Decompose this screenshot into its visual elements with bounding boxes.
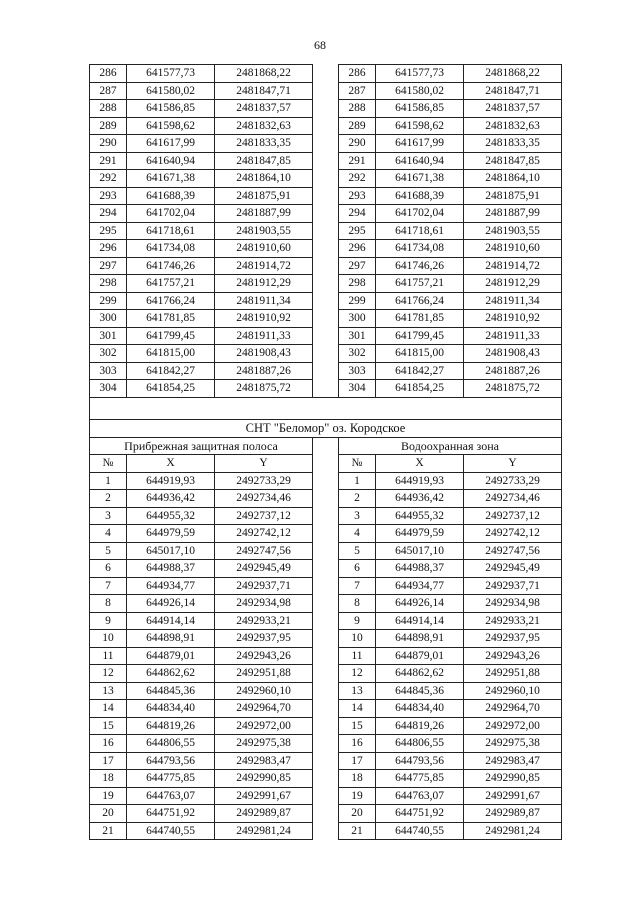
- table-row: [90, 82, 562, 100]
- point-number: 296: [339, 240, 376, 258]
- y-coordinate: 2481837,57: [215, 100, 313, 118]
- table-row: [90, 735, 562, 753]
- col-num-header: №: [90, 455, 127, 473]
- y-coordinate: 2492747,56: [464, 542, 562, 560]
- table-row: [90, 612, 562, 630]
- coordinates-table: [89, 64, 562, 840]
- y-coordinate: 2492983,47: [464, 752, 562, 770]
- point-number: 5: [90, 542, 127, 560]
- table-row: [90, 507, 562, 525]
- point-number: 15: [90, 717, 127, 735]
- section2-body: [90, 472, 562, 840]
- point-number: 2: [90, 490, 127, 508]
- point-number: 295: [339, 222, 376, 240]
- col-x-header: X: [127, 455, 215, 473]
- point-number: 10: [90, 630, 127, 648]
- table-row: [90, 682, 562, 700]
- x-coordinate: 644763,07: [376, 787, 464, 805]
- point-number: 290: [339, 135, 376, 153]
- point-number: 304: [339, 380, 376, 398]
- y-coordinate: 2492981,24: [464, 822, 562, 840]
- left-heading: Прибрежная защитная полоса: [90, 437, 313, 455]
- x-coordinate: 644979,59: [127, 525, 215, 543]
- point-number: 8: [90, 595, 127, 613]
- point-number: 10: [339, 630, 376, 648]
- x-coordinate: 644834,40: [376, 700, 464, 718]
- section2-header: [90, 397, 562, 472]
- x-coordinate: 641718,61: [127, 222, 215, 240]
- x-coordinate: 644879,01: [127, 647, 215, 665]
- y-coordinate: 2481887,26: [215, 362, 313, 380]
- y-coordinate: 2492734,46: [464, 490, 562, 508]
- page-number: 68: [314, 38, 326, 52]
- col-y-header: Y: [464, 455, 562, 473]
- table-row: [90, 472, 562, 490]
- point-number: 18: [339, 770, 376, 788]
- y-coordinate: 2481868,22: [464, 65, 562, 83]
- y-coordinate: 2481911,34: [215, 292, 313, 310]
- point-number: 16: [90, 735, 127, 753]
- table-row: [90, 65, 562, 83]
- y-coordinate: 2492989,87: [464, 805, 562, 823]
- y-coordinate: 2481912,29: [215, 275, 313, 293]
- table-row: [90, 152, 562, 170]
- x-coordinate: 645017,10: [376, 542, 464, 560]
- y-coordinate: 2481875,91: [215, 187, 313, 205]
- table-row: [90, 630, 562, 648]
- y-coordinate: 2481911,33: [215, 327, 313, 345]
- y-coordinate: 2492951,88: [464, 665, 562, 683]
- x-coordinate: 641598,62: [127, 117, 215, 135]
- y-coordinate: 2492742,12: [464, 525, 562, 543]
- x-coordinate: 641799,45: [127, 327, 215, 345]
- x-coordinate: 645017,10: [127, 542, 215, 560]
- point-number: 288: [339, 100, 376, 118]
- x-coordinate: 644936,42: [376, 490, 464, 508]
- x-coordinate: 644793,56: [376, 752, 464, 770]
- table-row: [90, 647, 562, 665]
- x-coordinate: 641688,39: [127, 187, 215, 205]
- y-coordinate: 2492981,24: [215, 822, 313, 840]
- y-coordinate: 2481914,72: [215, 257, 313, 275]
- table-row: [90, 327, 562, 345]
- x-coordinate: 641766,24: [376, 292, 464, 310]
- y-coordinate: 2492945,49: [215, 560, 313, 578]
- x-coordinate: 644751,92: [376, 805, 464, 823]
- point-number: 289: [90, 117, 127, 135]
- point-number: 295: [90, 222, 127, 240]
- x-coordinate: 644926,14: [376, 595, 464, 613]
- x-coordinate: 641815,00: [127, 345, 215, 363]
- y-coordinate: 2492960,10: [215, 682, 313, 700]
- point-number: 1: [339, 472, 376, 490]
- x-coordinate: 644793,56: [127, 752, 215, 770]
- point-number: 289: [339, 117, 376, 135]
- x-coordinate: 641577,73: [127, 65, 215, 83]
- point-number: 12: [90, 665, 127, 683]
- x-coordinate: 641854,25: [127, 380, 215, 398]
- x-coordinate: 641766,24: [127, 292, 215, 310]
- x-coordinate: 644988,37: [376, 560, 464, 578]
- x-coordinate: 641842,27: [127, 362, 215, 380]
- point-number: 17: [339, 752, 376, 770]
- y-coordinate: 2481910,92: [464, 310, 562, 328]
- x-coordinate: 644914,14: [127, 612, 215, 630]
- table-row: [90, 525, 562, 543]
- point-number: 19: [90, 787, 127, 805]
- x-coordinate: 644879,01: [376, 647, 464, 665]
- table-row: [90, 117, 562, 135]
- x-coordinate: 644914,14: [376, 612, 464, 630]
- point-number: 288: [90, 100, 127, 118]
- col-num-header: №: [339, 455, 376, 473]
- x-coordinate: 641702,04: [127, 205, 215, 223]
- y-coordinate: 2492991,67: [464, 787, 562, 805]
- right-heading: Водоохранная зона: [339, 437, 562, 455]
- y-coordinate: 2492972,00: [464, 717, 562, 735]
- point-number: 293: [339, 187, 376, 205]
- x-coordinate: 641781,85: [376, 310, 464, 328]
- point-number: 14: [339, 700, 376, 718]
- y-coordinate: 2492933,21: [215, 612, 313, 630]
- x-coordinate: 644898,91: [376, 630, 464, 648]
- y-coordinate: 2492742,12: [215, 525, 313, 543]
- x-coordinate: 641746,26: [127, 257, 215, 275]
- point-number: 3: [339, 507, 376, 525]
- x-coordinate: 641617,99: [376, 135, 464, 153]
- point-number: 15: [339, 717, 376, 735]
- x-coordinate: 644988,37: [127, 560, 215, 578]
- x-coordinate: 644834,40: [127, 700, 215, 718]
- y-coordinate: 2481837,57: [464, 100, 562, 118]
- y-coordinate: 2481847,85: [215, 152, 313, 170]
- x-coordinate: 641718,61: [376, 222, 464, 240]
- col-y-header: Y: [215, 455, 313, 473]
- x-coordinate: 644934,77: [376, 577, 464, 595]
- point-number: 298: [90, 275, 127, 293]
- y-coordinate: 2492990,85: [464, 770, 562, 788]
- x-coordinate: 644740,55: [127, 822, 215, 840]
- table-row: [90, 595, 562, 613]
- x-coordinate: 641781,85: [127, 310, 215, 328]
- point-number: 4: [339, 525, 376, 543]
- y-coordinate: 2492990,85: [215, 770, 313, 788]
- point-number: 9: [90, 612, 127, 630]
- y-coordinate: 2481908,43: [464, 345, 562, 363]
- y-coordinate: 2481914,72: [464, 257, 562, 275]
- point-number: 287: [339, 82, 376, 100]
- y-coordinate: 2492937,71: [464, 577, 562, 595]
- x-coordinate: 641586,85: [127, 100, 215, 118]
- section1-body: [90, 65, 562, 398]
- x-coordinate: 644751,92: [127, 805, 215, 823]
- table-row: [90, 100, 562, 118]
- y-coordinate: 2481903,55: [464, 222, 562, 240]
- point-number: 1: [90, 472, 127, 490]
- table-row: [90, 345, 562, 363]
- x-coordinate: 644862,62: [127, 665, 215, 683]
- x-coordinate: 641757,21: [127, 275, 215, 293]
- x-coordinate: 644763,07: [127, 787, 215, 805]
- y-coordinate: 2481887,99: [464, 205, 562, 223]
- point-number: 291: [90, 152, 127, 170]
- table-row: [90, 135, 562, 153]
- point-number: 291: [339, 152, 376, 170]
- y-coordinate: 2492975,38: [464, 735, 562, 753]
- table-row: [90, 577, 562, 595]
- point-number: 4: [90, 525, 127, 543]
- point-number: 293: [90, 187, 127, 205]
- point-number: 12: [339, 665, 376, 683]
- table-row: [90, 380, 562, 398]
- x-coordinate: 644806,55: [127, 735, 215, 753]
- point-number: 302: [90, 345, 127, 363]
- x-coordinate: 641746,26: [376, 257, 464, 275]
- y-coordinate: 2481847,71: [464, 82, 562, 100]
- x-coordinate: 644862,62: [376, 665, 464, 683]
- point-number: 301: [339, 327, 376, 345]
- y-coordinate: 2481887,26: [464, 362, 562, 380]
- y-coordinate: 2481912,29: [464, 275, 562, 293]
- x-coordinate: 644845,36: [376, 682, 464, 700]
- y-coordinate: 2481864,10: [215, 170, 313, 188]
- x-coordinate: 644926,14: [127, 595, 215, 613]
- x-coordinate: 641688,39: [376, 187, 464, 205]
- y-coordinate: 2492960,10: [464, 682, 562, 700]
- point-number: 5: [339, 542, 376, 560]
- point-number: 294: [90, 205, 127, 223]
- y-coordinate: 2481887,99: [215, 205, 313, 223]
- y-coordinate: 2492934,98: [215, 595, 313, 613]
- y-coordinate: 2481832,63: [215, 117, 313, 135]
- x-coordinate: 641671,38: [127, 170, 215, 188]
- point-number: 297: [90, 257, 127, 275]
- x-coordinate: 644955,32: [127, 507, 215, 525]
- y-coordinate: 2481911,34: [464, 292, 562, 310]
- table-row: [90, 490, 562, 508]
- table-row: [90, 770, 562, 788]
- point-number: 8: [339, 595, 376, 613]
- point-number: 298: [339, 275, 376, 293]
- point-number: 292: [90, 170, 127, 188]
- point-number: 13: [339, 682, 376, 700]
- y-coordinate: 2492937,95: [464, 630, 562, 648]
- x-coordinate: 644845,36: [127, 682, 215, 700]
- y-coordinate: 2481875,72: [464, 380, 562, 398]
- x-coordinate: 644898,91: [127, 630, 215, 648]
- point-number: 11: [90, 647, 127, 665]
- y-coordinate: 2481910,92: [215, 310, 313, 328]
- table-row: [90, 292, 562, 310]
- table-row: [90, 752, 562, 770]
- y-coordinate: 2481833,35: [464, 135, 562, 153]
- x-coordinate: 641854,25: [376, 380, 464, 398]
- point-number: 301: [90, 327, 127, 345]
- x-coordinate: 641799,45: [376, 327, 464, 345]
- x-coordinate: 641640,94: [127, 152, 215, 170]
- point-number: 2: [339, 490, 376, 508]
- point-number: 7: [339, 577, 376, 595]
- x-coordinate: 644979,59: [376, 525, 464, 543]
- y-coordinate: 2492983,47: [215, 752, 313, 770]
- y-coordinate: 2492972,00: [215, 717, 313, 735]
- table-row: [90, 205, 562, 223]
- point-number: 6: [339, 560, 376, 578]
- x-coordinate: 641586,85: [376, 100, 464, 118]
- x-coordinate: 641842,27: [376, 362, 464, 380]
- point-number: 21: [90, 822, 127, 840]
- y-coordinate: 2492991,67: [215, 787, 313, 805]
- section-title: СНТ "Беломор" оз. Кородское: [90, 419, 562, 437]
- x-coordinate: 644806,55: [376, 735, 464, 753]
- y-coordinate: 2492733,29: [464, 472, 562, 490]
- y-coordinate: 2492737,12: [464, 507, 562, 525]
- x-coordinate: 641815,00: [376, 345, 464, 363]
- point-number: 20: [90, 805, 127, 823]
- y-coordinate: 2481833,35: [215, 135, 313, 153]
- x-coordinate: 641580,02: [127, 82, 215, 100]
- y-coordinate: 2492964,70: [215, 700, 313, 718]
- table-row: [90, 700, 562, 718]
- table-row: [90, 805, 562, 823]
- x-coordinate: 644740,55: [376, 822, 464, 840]
- y-coordinate: 2481908,43: [215, 345, 313, 363]
- x-coordinate: 644775,85: [376, 770, 464, 788]
- point-number: 297: [339, 257, 376, 275]
- y-coordinate: 2492747,56: [215, 542, 313, 560]
- x-coordinate: 644919,93: [376, 472, 464, 490]
- y-coordinate: 2481864,10: [464, 170, 562, 188]
- y-coordinate: 2492934,98: [464, 595, 562, 613]
- y-coordinate: 2481903,55: [215, 222, 313, 240]
- point-number: 300: [90, 310, 127, 328]
- point-number: 14: [90, 700, 127, 718]
- y-coordinate: 2492943,26: [464, 647, 562, 665]
- y-coordinate: 2492951,88: [215, 665, 313, 683]
- table-row: [90, 240, 562, 258]
- point-number: 3: [90, 507, 127, 525]
- point-number: 290: [90, 135, 127, 153]
- table-row: [90, 822, 562, 840]
- table-row: [90, 187, 562, 205]
- point-number: 296: [90, 240, 127, 258]
- point-number: 286: [339, 65, 376, 83]
- table-row: [90, 170, 562, 188]
- x-coordinate: 641734,08: [376, 240, 464, 258]
- x-coordinate: 641734,08: [127, 240, 215, 258]
- point-number: 11: [339, 647, 376, 665]
- table-row: [90, 542, 562, 560]
- point-number: 292: [339, 170, 376, 188]
- point-number: 7: [90, 577, 127, 595]
- point-number: 17: [90, 752, 127, 770]
- x-coordinate: 644919,93: [127, 472, 215, 490]
- point-number: 13: [90, 682, 127, 700]
- y-coordinate: 2481875,72: [215, 380, 313, 398]
- table-row: [90, 310, 562, 328]
- point-number: 19: [339, 787, 376, 805]
- y-coordinate: 2492945,49: [464, 560, 562, 578]
- table-row: [90, 257, 562, 275]
- x-coordinate: 641640,94: [376, 152, 464, 170]
- y-coordinate: 2492943,26: [215, 647, 313, 665]
- y-coordinate: 2481847,85: [464, 152, 562, 170]
- y-coordinate: 2492937,71: [215, 577, 313, 595]
- x-coordinate: 644775,85: [127, 770, 215, 788]
- y-coordinate: 2492733,29: [215, 472, 313, 490]
- x-coordinate: 644934,77: [127, 577, 215, 595]
- point-number: 18: [90, 770, 127, 788]
- x-coordinate: 641671,38: [376, 170, 464, 188]
- x-coordinate: 644936,42: [127, 490, 215, 508]
- table-row: [90, 222, 562, 240]
- point-number: 287: [90, 82, 127, 100]
- table-row: [90, 275, 562, 293]
- table-row: [90, 717, 562, 735]
- y-coordinate: 2492989,87: [215, 805, 313, 823]
- y-coordinate: 2492964,70: [464, 700, 562, 718]
- y-coordinate: 2492975,38: [215, 735, 313, 753]
- x-coordinate: 644955,32: [376, 507, 464, 525]
- point-number: 6: [90, 560, 127, 578]
- x-coordinate: 641577,73: [376, 65, 464, 83]
- y-coordinate: 2492734,46: [215, 490, 313, 508]
- x-coordinate: 644819,26: [127, 717, 215, 735]
- y-coordinate: 2481832,63: [464, 117, 562, 135]
- point-number: 9: [339, 612, 376, 630]
- point-number: 299: [90, 292, 127, 310]
- y-coordinate: 2492933,21: [464, 612, 562, 630]
- y-coordinate: 2481868,22: [215, 65, 313, 83]
- y-coordinate: 2481910,60: [464, 240, 562, 258]
- x-coordinate: 644819,26: [376, 717, 464, 735]
- x-coordinate: 641757,21: [376, 275, 464, 293]
- x-coordinate: 641598,62: [376, 117, 464, 135]
- y-coordinate: 2492737,12: [215, 507, 313, 525]
- x-coordinate: 641702,04: [376, 205, 464, 223]
- x-coordinate: 641580,02: [376, 82, 464, 100]
- point-number: 20: [339, 805, 376, 823]
- y-coordinate: 2481910,60: [215, 240, 313, 258]
- point-number: 16: [339, 735, 376, 753]
- y-coordinate: 2481911,33: [464, 327, 562, 345]
- table-row: [90, 787, 562, 805]
- table-row: [90, 362, 562, 380]
- point-number: 300: [339, 310, 376, 328]
- table-row: [90, 560, 562, 578]
- col-x-header: X: [376, 455, 464, 473]
- point-number: 303: [90, 362, 127, 380]
- point-number: 286: [90, 65, 127, 83]
- point-number: 303: [339, 362, 376, 380]
- point-number: 299: [339, 292, 376, 310]
- x-coordinate: 641617,99: [127, 135, 215, 153]
- point-number: 302: [339, 345, 376, 363]
- point-number: 294: [339, 205, 376, 223]
- point-number: 304: [90, 380, 127, 398]
- point-number: 21: [339, 822, 376, 840]
- table-row: [90, 665, 562, 683]
- y-coordinate: 2481875,91: [464, 187, 562, 205]
- y-coordinate: 2492937,95: [215, 630, 313, 648]
- y-coordinate: 2481847,71: [215, 82, 313, 100]
